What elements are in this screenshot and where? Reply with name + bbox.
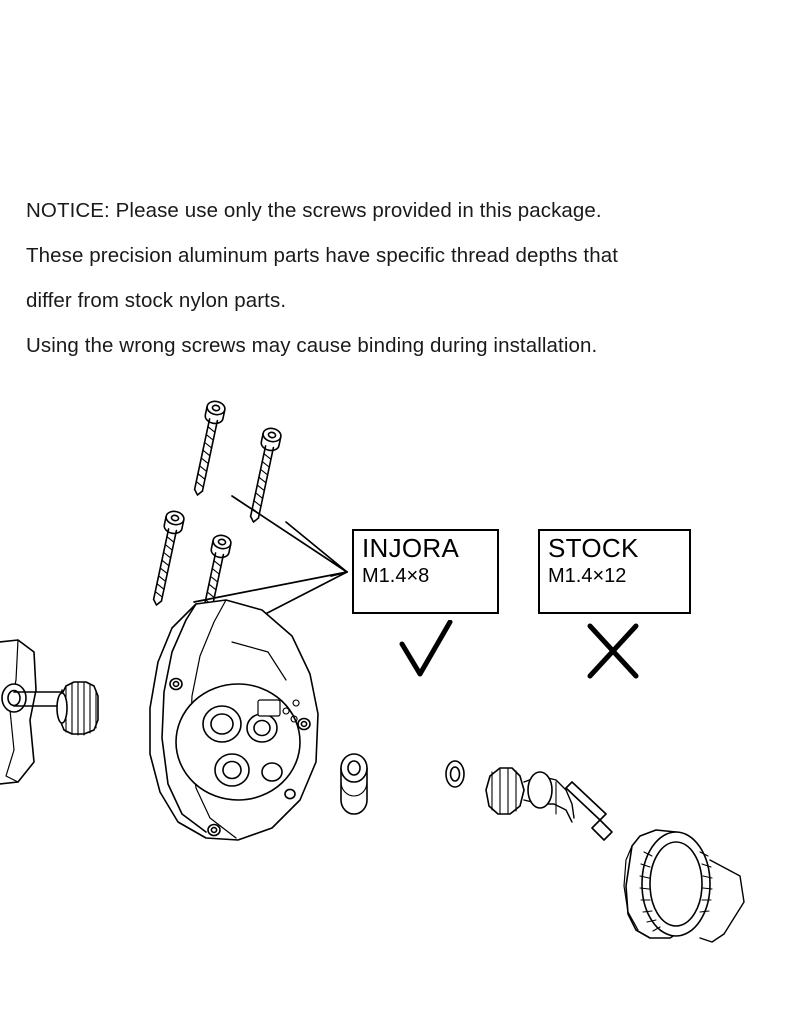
- check-mark-icon: [398, 620, 454, 680]
- stock-label: STOCK: [548, 533, 639, 563]
- cap-head-screw: [245, 427, 282, 524]
- o-ring: [446, 761, 464, 787]
- notice-line: differ from stock nylon parts.: [26, 289, 287, 312]
- pinion-gear: [57, 682, 98, 735]
- injora-label: INJORA: [362, 533, 460, 563]
- bearing: [341, 754, 367, 814]
- notice-line: Using the wrong screws may cause binding during installation.: [26, 334, 598, 357]
- notice-line: NOTICE: Please use only the screws provided in this package.: [26, 199, 602, 222]
- cross-mark-icon: [585, 622, 641, 680]
- spur-gear: [624, 830, 744, 942]
- exploded-assembly-diagram: [0, 390, 800, 970]
- injora-spec: M1.4×8: [362, 565, 430, 587]
- stock-spec: M1.4×12: [548, 565, 627, 587]
- notice-text-block: [26, 188, 778, 368]
- gearbox-housing: [150, 600, 318, 840]
- cap-head-screw: [189, 400, 226, 497]
- stock-screw-callout: [538, 529, 691, 614]
- cap-head-screw: [148, 510, 185, 607]
- injora-screw-callout: [352, 529, 499, 614]
- driveshaft-cv-axle: [486, 768, 612, 840]
- motor-mount-plate: [0, 640, 62, 786]
- notice-line: These precision aluminum parts have specific thread depths that: [26, 244, 619, 267]
